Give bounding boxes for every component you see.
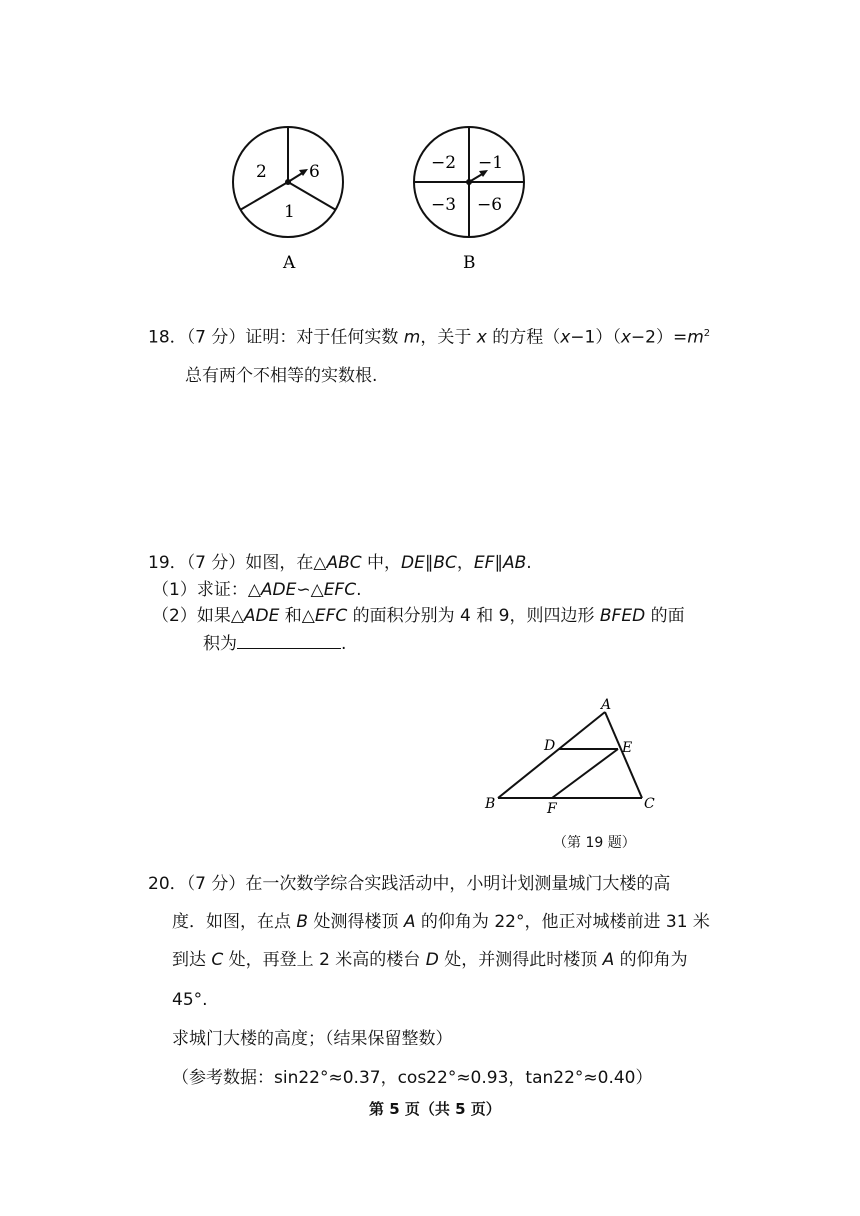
q20-point-a: A xyxy=(602,950,615,970)
q20-text: 度．如图，在点 xyxy=(172,912,297,932)
spinner-a-label: A xyxy=(283,253,296,273)
q18-exponent: 2 xyxy=(703,328,711,339)
spinner-a-sector-2: 6 xyxy=(309,162,320,182)
q19-sub-2-line-2 xyxy=(203,631,346,656)
q19-text: 中， xyxy=(361,553,402,573)
spinner-a-sector-3: 1 xyxy=(284,202,295,222)
q20-text: 处，并测得此时楼顶 xyxy=(438,950,603,970)
q19-text: 19．（7 分）如图，在△ xyxy=(148,553,327,573)
q18-var-m: m xyxy=(687,327,704,348)
q19-text: 积为 xyxy=(203,634,237,654)
q19-segment-ab: AB xyxy=(502,553,527,573)
q19-triangle-abc: ABC xyxy=(326,553,362,573)
q18-text: −1）（ xyxy=(570,327,621,348)
q19-segment-ef: EF xyxy=(473,553,495,573)
spinner-b xyxy=(414,127,524,273)
q18-var-x: x xyxy=(620,327,631,348)
q19-triangle-ade: ADE xyxy=(243,606,280,626)
spinner-b-sector-3: −3 xyxy=(431,195,457,215)
q20-line-2 xyxy=(172,910,710,934)
q18-text: −2）= xyxy=(630,327,688,348)
spinner-b-sector-2: −1 xyxy=(478,153,504,173)
q18-var-m: m xyxy=(403,327,421,348)
q19-parallel-symbol: ∥ xyxy=(494,553,503,573)
vertex-a-label: A xyxy=(601,698,612,713)
q19-sub-1 xyxy=(152,578,361,602)
q20-text: 的仰角为 xyxy=(614,950,688,970)
q19-sub-2 xyxy=(152,604,685,628)
vertex-f-label: F xyxy=(547,801,557,817)
q19-figure-caption: （第 19 题） xyxy=(553,835,636,851)
q20-line-6: （参考数据：sin22°≈0.37，cos22°≈0.93，tan22°≈0.40） xyxy=(172,1068,653,1088)
vertex-e-label: E xyxy=(622,740,633,756)
q20-text: 的仰角为 22°，他正对城楼前进 31 米 xyxy=(415,912,710,932)
q20-text: 处，再登上 2 米高的楼台 xyxy=(223,950,426,970)
q20-line-1: 20．（7 分）在一次数学综合实践活动中，小明计划测量城门大楼的高 xyxy=(148,874,671,894)
q19-text: . xyxy=(356,580,362,600)
page-footer: 第 5 页（共 5 页） xyxy=(369,1100,501,1118)
q19-text: （1）求证：△ xyxy=(152,580,261,600)
spinner-a xyxy=(233,127,343,273)
q19-parallel-symbol: ∥ xyxy=(424,553,434,573)
q18-text: 的方程（ xyxy=(486,327,561,348)
q19-triangle-ade: ADE xyxy=(260,580,297,600)
q20-text: 处测得楼顶 xyxy=(308,912,404,932)
q19-segment-bc: BC xyxy=(433,553,457,573)
spinner-b-sector-1: −2 xyxy=(431,153,457,173)
q19-segment-de: DE xyxy=(401,553,425,573)
q18-var-x: x xyxy=(560,327,571,348)
q19-text: 和△ xyxy=(279,606,315,626)
q20-point-b: B xyxy=(296,912,309,932)
spinner-b-label: B xyxy=(463,253,476,273)
vertex-d-label: D xyxy=(544,738,556,754)
q18-text: 18．（7 分）证明：对于任何实数 xyxy=(148,327,404,348)
q19-quadrilateral-bfed: BFED xyxy=(599,606,646,626)
spinner-b-sector-4: −6 xyxy=(477,195,503,215)
q18-text: ，关于 xyxy=(420,327,477,348)
q19-similar-symbol: ∽△ xyxy=(296,580,324,600)
q19-text: 的面 xyxy=(645,606,685,626)
q20-point-c: C xyxy=(211,950,224,970)
q19-triangle-efc: EFC xyxy=(314,606,348,626)
q19-text: . xyxy=(526,553,532,573)
vertex-b-label: B xyxy=(485,796,496,812)
q19-answer-blank[interactable] xyxy=(237,631,341,649)
q19-text: ， xyxy=(456,553,474,573)
q19-triangle-efc: EFC xyxy=(323,580,357,600)
q19-text: . xyxy=(341,634,347,654)
q18-var-x: x xyxy=(476,327,487,348)
q20-line-4: 45°. xyxy=(172,990,208,1010)
q18-line-1 xyxy=(148,322,710,350)
q19-text: 的面积分别为 4 和 9，则四边形 xyxy=(347,606,600,626)
q20-line-3 xyxy=(172,948,688,972)
q19-line-1 xyxy=(148,551,532,575)
q19-triangle-figure xyxy=(480,698,670,823)
q18-line-2: 总有两个不相等的实数根. xyxy=(185,366,378,386)
spinner-figures xyxy=(220,118,550,278)
q20-text: 到达 xyxy=(172,950,212,970)
q20-point-d: D xyxy=(425,950,439,970)
q20-point-a: A xyxy=(403,912,416,932)
q20-line-5: 求城门大楼的高度；（结果保留整数） xyxy=(172,1029,453,1049)
spinner-a-sector-1: 2 xyxy=(256,162,267,182)
q19-text: （2）如果△ xyxy=(152,606,244,626)
vertex-c-label: C xyxy=(644,796,655,812)
